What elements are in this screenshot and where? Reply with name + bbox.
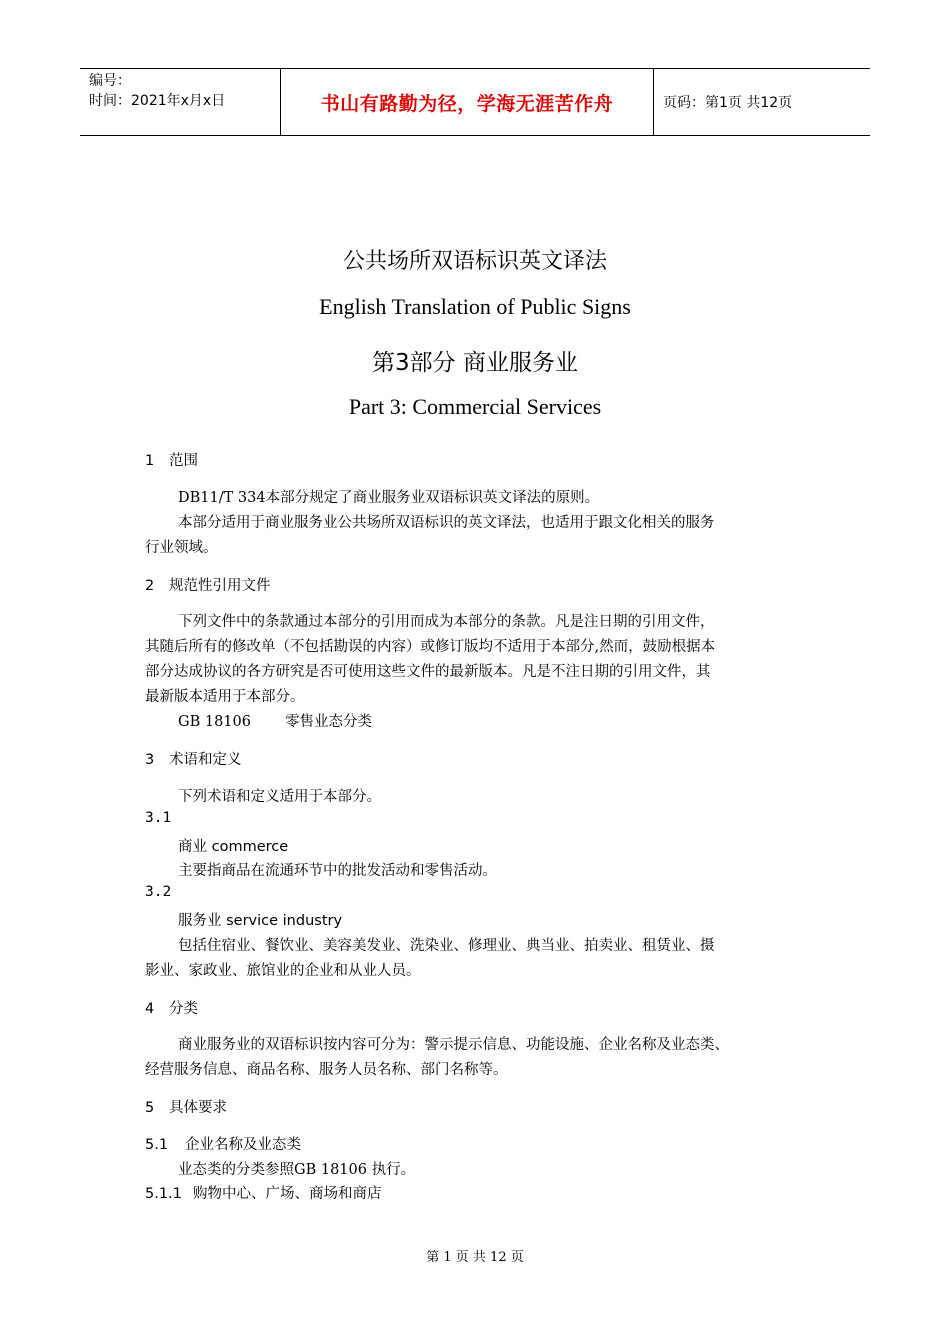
section-2-paragraph-line-3: 部分达成协议的各方研究是否可使用这些文件的最新版本。凡是不注日期的引用文件，其 <box>145 664 711 680</box>
section-3-title: 术语和定义 <box>169 752 242 768</box>
section-5-1-paragraph: 业态类的分类参照GB 18106 执行。 <box>178 1162 416 1178</box>
page-footer: 第 1 页 共 12 页 <box>426 1250 524 1265</box>
section-3-2-definition-line-2: 影业、家政业、旅馆业的企业和从业人员。 <box>145 963 421 979</box>
section-4-paragraph-line-2: 经营服务信息、商品名称、服务人员名称、部门名称等。 <box>145 1062 508 1078</box>
section-5-title: 具体要求 <box>169 1100 227 1116</box>
section-5-heading <box>145 1096 227 1117</box>
section-3-number: 3 <box>145 752 155 768</box>
time-label: 时间：2021年x月x日 <box>89 93 226 109</box>
section-5-1-1-heading <box>145 1182 382 1203</box>
section-1-number: 1 <box>145 453 155 469</box>
section-3-heading <box>145 748 242 769</box>
section-4-number: 4 <box>145 1001 155 1017</box>
section-1-title: 范围 <box>169 453 198 469</box>
section-2-paragraph-line-2: 其随后所有的修改单（不包括勘误的内容）或修订版均不适用于本部分,然而，鼓励根据本 <box>145 639 716 655</box>
section-4-title: 分类 <box>169 1001 198 1017</box>
section-2-paragraph-line-1: 下列文件中的条款通过本部分的引用而成为本部分的条款。凡是注日期的引用文件， <box>178 614 715 630</box>
title-en-part: Part 3: Commercial Services <box>348 394 602 419</box>
section-5-1-1-number: 5.1.1 <box>145 1186 182 1202</box>
section-2-number: 2 <box>145 578 155 594</box>
page-info: 页码：第1页 共12页 <box>663 95 793 111</box>
motto-text: 书山有路勤为径，学海无涯苦作舟 <box>320 92 614 115</box>
section-5-number: 5 <box>145 1100 155 1116</box>
section-1-paragraph-1: DB11/T 334本部分规定了商业服务业双语标识英文译法的原则。 <box>178 490 600 506</box>
section-1-paragraph-2-line-2: 行业领域。 <box>145 540 218 556</box>
title-cn-main: 公共场所双语标识英文译法 <box>342 249 607 274</box>
section-3-1-definition: 主要指商品在流通环节中的批发活动和零售活动。 <box>178 863 497 879</box>
reference-name: 零售业态分类 <box>284 714 372 730</box>
section-3-2-number: 3.2 <box>145 884 172 900</box>
section-3-1-term: 商业 commerce <box>178 839 289 855</box>
section-5-1-title: 企业名称及业态类 <box>185 1137 301 1153</box>
title-en-main: English Translation of Public Signs <box>319 294 631 319</box>
section-5-1-number: 5.1 <box>145 1137 169 1153</box>
serial-label: 编号： <box>89 73 131 89</box>
header-motto-cell <box>281 69 654 135</box>
section-4-paragraph-line-1: 商业服务业的双语标识按内容可分为：警示提示信息、功能设施、企业名称及业态类、 <box>178 1037 729 1053</box>
section-3-paragraph: 下列术语和定义适用于本部分。 <box>178 789 381 805</box>
section-2-heading <box>145 574 271 595</box>
header-meta-cell <box>80 69 281 135</box>
section-2-reference <box>178 710 372 731</box>
section-5-1-1-title: 购物中心、广场、商场和商店 <box>193 1186 382 1202</box>
section-3-1-number: 3.1 <box>145 810 172 826</box>
section-3-2-definition-line-1: 包括住宿业、餐饮业、美容美发业、洗染业、修理业、典当业、拍卖业、租赁业、摄 <box>178 938 715 954</box>
title-cn-part: 第3部分 商业服务业 <box>372 350 578 376</box>
section-1-heading <box>145 449 198 470</box>
header-page-cell <box>654 69 870 135</box>
section-4-heading <box>145 997 198 1018</box>
section-1-paragraph-2-line-1: 本部分适用于商业服务业公共场所双语标识的英文译法，也适用于跟文化相关的服务 <box>178 515 715 531</box>
section-2-paragraph-line-4: 最新版本适用于本部分。 <box>145 689 305 705</box>
section-2-title: 规范性引用文件 <box>169 578 271 594</box>
section-5-1-heading <box>145 1133 301 1154</box>
section-3-2-term: 服务业 service industry <box>178 913 343 929</box>
header-table <box>80 68 870 136</box>
reference-code: GB 18106 <box>178 714 251 730</box>
